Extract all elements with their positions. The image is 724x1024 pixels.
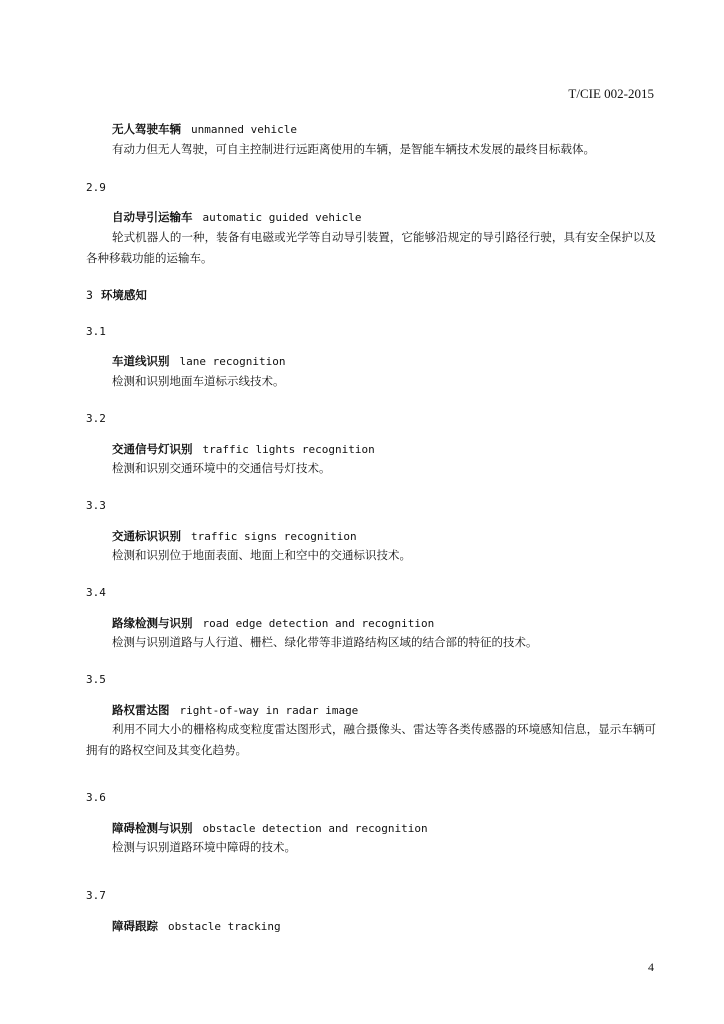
entry-number: 3.4 <box>86 586 106 599</box>
page-number: 4 <box>648 960 654 974</box>
section-number: 3 <box>86 288 93 302</box>
term-line <box>112 528 357 544</box>
term-chinese: 车道线识别 <box>112 354 170 368</box>
section-title: 环境感知 <box>100 288 147 302</box>
term-line <box>112 209 361 225</box>
term-line <box>112 121 297 137</box>
entry-number: 3.6 <box>86 791 106 804</box>
term-english: lane recognition <box>179 355 286 368</box>
entry-number: 3.2 <box>86 412 106 425</box>
term-line <box>112 441 375 457</box>
term-definition: 轮式机器人的一种，装备有电磁或光学等自动导引装置，它能够沿规定的导引路径行驶，具有安全保护以及各种移载功能的运输车。 <box>86 230 656 265</box>
entry-number: 2.9 <box>86 181 106 194</box>
term-definition: 检测和识别地面车道标示线技术。 <box>112 374 285 388</box>
term-definition: 检测与识别道路环境中障碍的技术。 <box>112 840 296 854</box>
term-definition: 利用不同大小的栅格构成变粒度雷达图形式，融合摄像头、雷达等各类传感器的环境感知信息，显示车辆可拥有的路权空间及其变化趋势。 <box>86 722 656 757</box>
term-english: traffic signs recognition <box>191 530 357 543</box>
term-line <box>112 615 434 631</box>
term-definition: 检测和识别交通环境中的交通信号灯技术。 <box>112 461 331 475</box>
term-chinese: 交通信号灯识别 <box>112 442 193 456</box>
entry-number: 3.5 <box>86 673 106 686</box>
term-english: obstacle detection and recognition <box>202 822 428 835</box>
term-line <box>112 702 358 718</box>
term-english: obstacle tracking <box>168 920 281 933</box>
section-heading <box>86 287 147 303</box>
term-chinese: 自动导引运输车 <box>112 210 193 224</box>
term-definition: 检测和识别位于地面表面、地面上和空中的交通标识技术。 <box>112 548 411 562</box>
term-chinese: 交通标识识别 <box>112 529 181 543</box>
term-english: unmanned vehicle <box>191 123 297 136</box>
entry-number: 3.3 <box>86 499 106 512</box>
term-english: traffic lights recognition <box>202 443 375 456</box>
term-chinese: 路缘检测与识别 <box>112 616 193 630</box>
entry-number: 3.7 <box>86 889 106 902</box>
term-line <box>112 820 428 836</box>
term-definition: 有动力但无人驾驶，可自主控制进行远距离使用的车辆，是智能车辆技术发展的最终目标载体。 <box>112 142 595 156</box>
entry-number: 3.1 <box>86 325 106 338</box>
term-line <box>112 918 281 934</box>
term-line <box>112 353 285 369</box>
term-chinese: 障碍跟踪 <box>112 919 158 933</box>
term-chinese: 路权雷达图 <box>112 703 170 717</box>
term-chinese: 无人驾驶车辆 <box>112 122 181 136</box>
document-code: T/CIE 002-2015 <box>568 86 654 101</box>
term-english: right-of-way in radar image <box>179 704 359 717</box>
term-english: road edge detection and recognition <box>202 617 435 630</box>
term-chinese: 障碍检测与识别 <box>112 821 193 835</box>
term-definition: 检测与识别道路与人行道、栅栏、绿化带等非道路结构区域的结合部的特征的技术。 <box>112 635 538 649</box>
term-english: automatic guided vehicle <box>202 211 362 224</box>
